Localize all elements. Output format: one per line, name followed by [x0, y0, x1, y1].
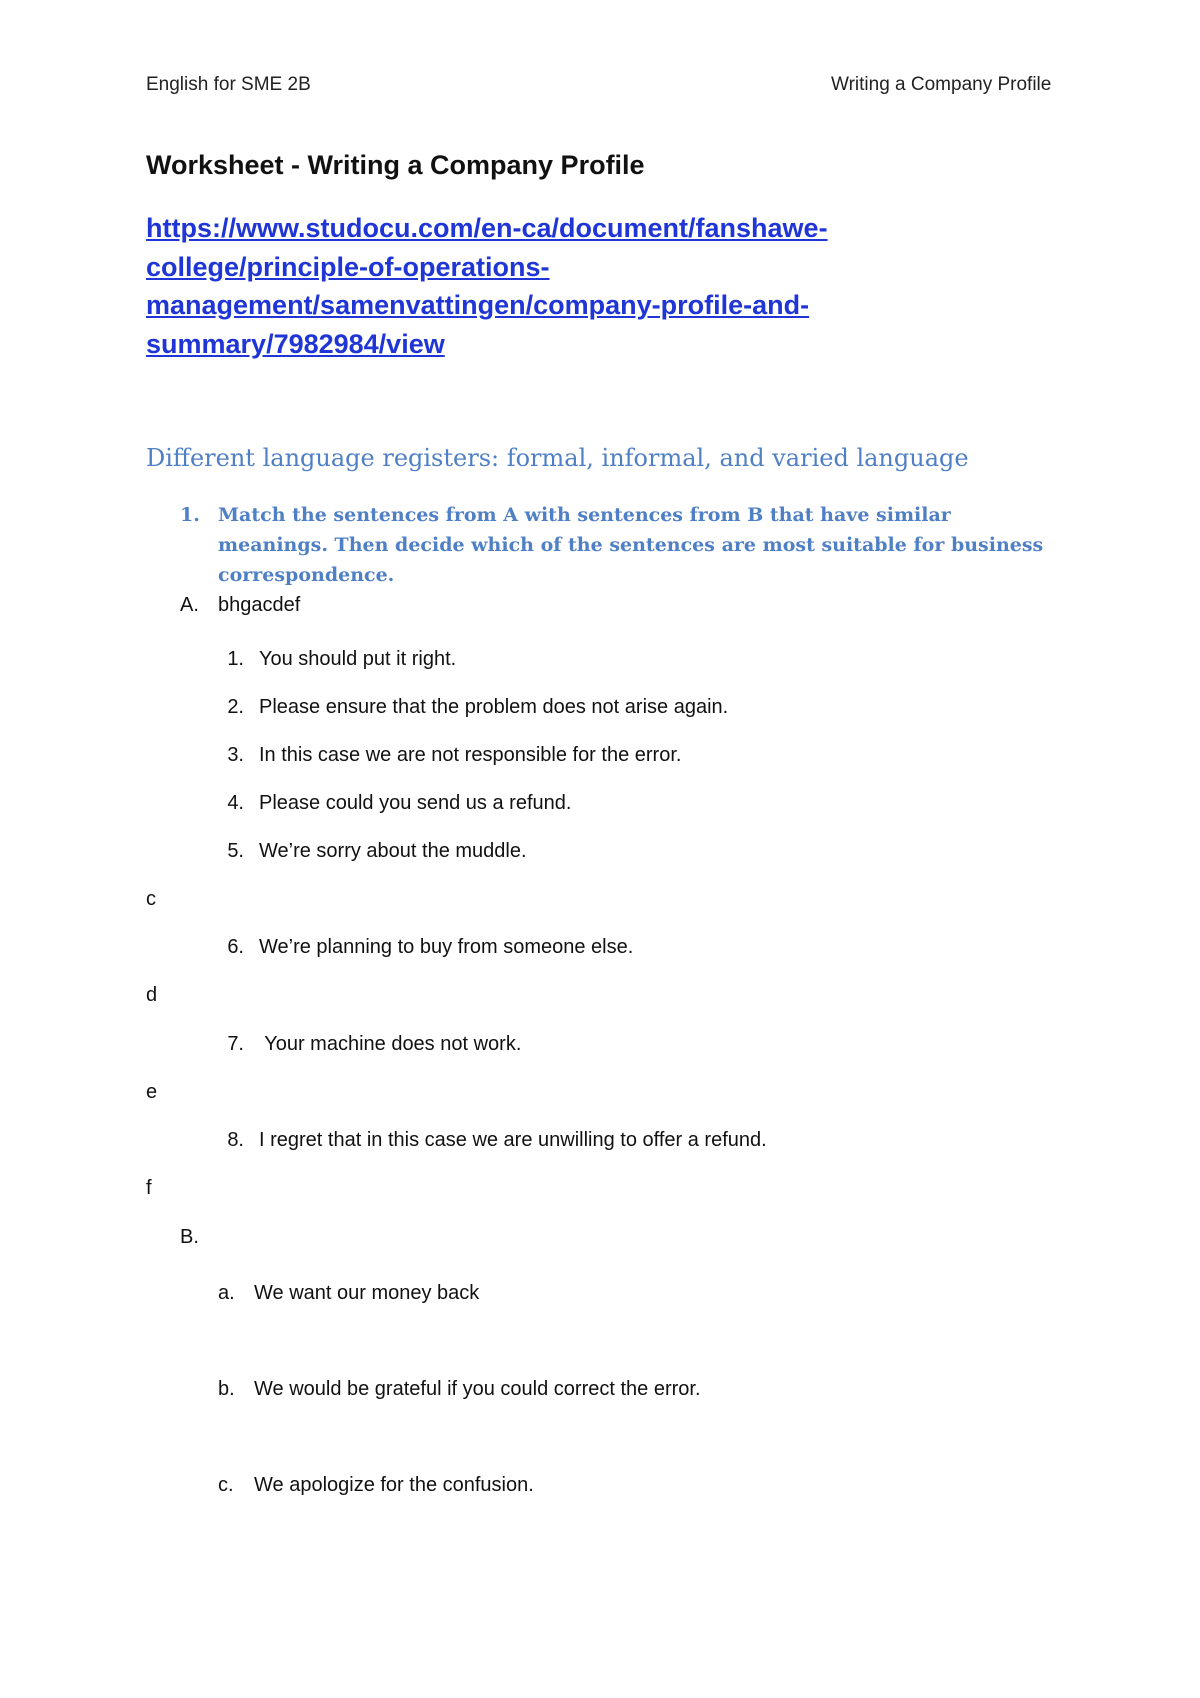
- header-left: English for SME 2B: [146, 74, 311, 95]
- a-item-number: 1.: [227, 648, 244, 670]
- document-link[interactable]: [146, 209, 946, 363]
- a-item-number: 6.: [227, 936, 244, 958]
- section-heading: Different language registers: formal, informal, and varied language: [146, 444, 969, 472]
- a-item-text: Please could you send us a refund.: [259, 792, 572, 814]
- part-b-marker: B.: [180, 1226, 199, 1248]
- b-item-letter: a.: [218, 1282, 235, 1304]
- part-a-marker: A.: [180, 594, 199, 616]
- side-letter: f: [146, 1177, 152, 1199]
- instruction-text: Match the sentences from A with sentences from B that have similar meanings. Then decide which of the sentences are most suitable for business correspondence.: [218, 504, 1044, 586]
- a-item-number: 7.: [227, 1033, 244, 1055]
- a-item-text: We’re sorry about the muddle.: [259, 840, 527, 862]
- link-line-3[interactable]: management/samenvattingen/company-profile-and-: [146, 290, 810, 320]
- header-right: Writing a Company Profile: [831, 74, 1052, 95]
- instruction-number: 1.: [180, 504, 200, 526]
- a-item-number: 5.: [227, 840, 244, 862]
- b-item-text: We apologize for the confusion.: [254, 1474, 534, 1496]
- side-letter: e: [146, 1081, 158, 1103]
- b-item-letter: b.: [218, 1378, 235, 1400]
- a-item-number: 4.: [227, 792, 244, 814]
- a-item-number: 2.: [227, 696, 244, 718]
- a-item-number: 3.: [227, 744, 244, 766]
- link-line-4[interactable]: summary/7982984/view: [146, 328, 445, 359]
- a-item-text: Your machine does not work.: [259, 1033, 522, 1055]
- b-item-letter: c.: [218, 1474, 234, 1496]
- a-item-number: 8.: [227, 1129, 244, 1151]
- a-item-text: You should put it right.: [259, 648, 457, 670]
- link-line-2[interactable]: college/principle-of-operations-: [146, 251, 550, 282]
- page-title: Worksheet - Writing a Company Profile: [146, 150, 645, 180]
- a-item-text: I regret that in this case we are unwilling to offer a refund.: [259, 1129, 767, 1151]
- part-a-answer: bhgacdef: [218, 594, 301, 616]
- side-letter: d: [146, 984, 158, 1006]
- a-item-text: Please ensure that the problem does not arise again.: [259, 696, 729, 718]
- a-item-text: In this case we are not responsible for the error.: [259, 744, 682, 766]
- b-item-text: We would be grateful if you could correct the error.: [254, 1378, 701, 1400]
- side-letter: c: [146, 888, 156, 910]
- link-line-1[interactable]: https://www.studocu.com/en-ca/document/fanshawe-: [146, 213, 828, 243]
- a-item-text: We’re planning to buy from someone else.: [259, 936, 634, 958]
- b-item-text: We want our money back: [254, 1282, 480, 1304]
